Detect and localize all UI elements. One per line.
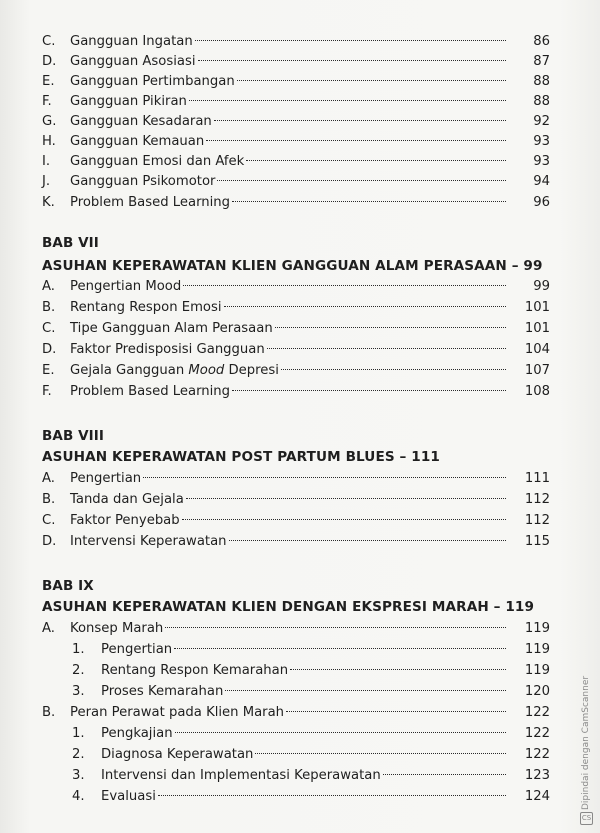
toc-entry — [0, 703, 600, 723]
page-number: 96 — [533, 195, 550, 210]
leader-dots — [225, 690, 506, 691]
entry-title: Intervensi Keperawatan — [70, 534, 227, 549]
entry-letter: C. — [42, 513, 56, 528]
entry-letter: H. — [42, 134, 56, 149]
entry-title: Gangguan Psikomotor — [70, 174, 216, 189]
page-number: 124 — [524, 789, 550, 804]
leader-dots — [198, 60, 506, 61]
entry-number: 3. — [72, 768, 85, 783]
page-number: 122 — [524, 747, 550, 762]
leader-dots — [267, 348, 506, 349]
toc-subentry — [0, 682, 600, 702]
leader-dots — [186, 498, 506, 499]
page-number: 119 — [524, 621, 550, 636]
page-number: 123 — [524, 768, 550, 783]
entry-title: Gangguan Ingatan — [70, 34, 193, 49]
page-number: 101 — [524, 321, 550, 336]
page-number: 87 — [533, 54, 550, 69]
entry-number: 1. — [72, 726, 85, 741]
toc-entry — [0, 112, 600, 132]
toc-entry — [0, 619, 600, 639]
entry-letter: A. — [42, 471, 55, 486]
entry-title: Pengertian — [70, 471, 142, 486]
toc-subentry — [0, 640, 600, 660]
entry-letter: D. — [42, 534, 57, 549]
entry-letter: J. — [42, 174, 51, 189]
entry-title: Gangguan Pikiran — [70, 94, 187, 109]
entry-title: Evaluasi — [101, 789, 156, 804]
toc-entry — [0, 193, 600, 213]
leader-dots — [174, 648, 506, 649]
leader-dots — [229, 540, 506, 541]
toc-entry — [0, 511, 600, 531]
leader-dots — [224, 306, 506, 307]
entry-letter: K. — [42, 195, 55, 210]
toc-entry — [0, 32, 600, 52]
leader-dots — [183, 285, 506, 286]
toc-entry — [0, 72, 600, 92]
entry-number: 2. — [72, 747, 85, 762]
toc-entry — [0, 298, 600, 318]
entry-title: Peran Perawat pada Klien Marah — [70, 705, 285, 720]
page-number: 122 — [524, 705, 550, 720]
page-number: 108 — [524, 384, 550, 399]
page-number: 112 — [524, 513, 550, 528]
entry-number: 4. — [72, 789, 85, 804]
leader-dots — [286, 711, 506, 712]
entry-title: Faktor Penyebab — [70, 513, 180, 528]
entry-title: Gangguan Asosiasi — [70, 54, 196, 69]
entry-letter: B. — [42, 300, 56, 315]
page-number: 93 — [533, 134, 550, 149]
entry-title: Diagnosa Keperawatan — [101, 747, 254, 762]
leader-dots — [281, 369, 506, 370]
toc-subentry — [0, 766, 600, 786]
leader-dots — [189, 100, 506, 101]
entry-title: Pengertian — [101, 642, 173, 657]
toc-entry — [0, 52, 600, 72]
page-number: 112 — [524, 492, 550, 507]
page-number: 94 — [533, 174, 550, 189]
page-number: 88 — [533, 74, 550, 89]
page-number: 111 — [524, 471, 550, 486]
entry-title-pre: Gejala Gangguan — [70, 363, 189, 378]
toc-entry — [0, 469, 600, 489]
entry-title: Pengkajian — [101, 726, 173, 741]
toc-subentry — [0, 661, 600, 681]
page-number: 115 — [524, 534, 550, 549]
entry-title: Proses Kemarahan — [101, 684, 224, 699]
toc-entry — [0, 361, 600, 381]
entry-letter: I. — [42, 154, 51, 169]
camscanner-logo-icon: CS — [580, 812, 593, 825]
toc-entry — [0, 277, 600, 297]
entry-letter: F. — [42, 94, 52, 109]
leader-dots — [255, 753, 506, 754]
entry-title: Gangguan Kesadaran — [70, 114, 212, 129]
leader-dots — [143, 477, 506, 478]
chapter-label: BAB VIII — [42, 428, 105, 444]
page-number: 92 — [533, 114, 550, 129]
toc-subentry — [0, 745, 600, 765]
entry-title: Gangguan Emosi dan Afek — [70, 154, 245, 169]
entry-title: Problem Based Learning — [70, 384, 231, 399]
leader-dots — [175, 732, 506, 733]
leader-dots — [182, 519, 506, 520]
entry-title: Faktor Predisposisi Gangguan — [70, 342, 265, 357]
page-number: 88 — [533, 94, 550, 109]
entry-letter: F. — [42, 384, 52, 399]
entry-letter: D. — [42, 342, 57, 357]
chapter-title: ASUHAN KEPERAWATAN KLIEN DENGAN EKSPRESI MARAH – 119 — [42, 599, 535, 615]
entry-title: Intervensi dan Implementasi Keperawatan — [101, 768, 381, 783]
entry-letter: G. — [42, 114, 57, 129]
toc-entry — [0, 382, 600, 402]
entry-letter: B. — [42, 492, 56, 507]
leader-dots — [275, 327, 506, 328]
page-number: 101 — [524, 300, 550, 315]
toc-entry — [0, 92, 600, 112]
entry-letter: E. — [42, 74, 55, 89]
page-number: 99 — [533, 279, 550, 294]
toc-subentry — [0, 724, 600, 744]
entry-letter: A. — [42, 279, 55, 294]
entry-title-post: Depresi — [224, 363, 279, 378]
page-number: 119 — [524, 642, 550, 657]
entry-title: Tipe Gangguan Alam Perasaan — [70, 321, 273, 336]
toc-entry — [0, 152, 600, 172]
toc-entry — [0, 490, 600, 510]
page-number: 107 — [524, 363, 550, 378]
leader-dots — [217, 180, 506, 181]
watermark-text: Dipindai dengan CamScanner — [581, 675, 591, 810]
entry-title — [70, 361, 281, 381]
toc-entry — [0, 532, 600, 552]
leader-dots — [158, 795, 506, 796]
toc-entry — [0, 319, 600, 339]
leader-dots — [232, 201, 506, 202]
page-number: 119 — [524, 663, 550, 678]
page-number: 120 — [524, 684, 550, 699]
entry-title: Rentang Respon Kemarahan — [101, 663, 289, 678]
entry-letter: B. — [42, 705, 56, 720]
leader-dots — [237, 80, 506, 81]
page-number: 93 — [533, 154, 550, 169]
chapter-label: BAB IX — [42, 578, 94, 594]
leader-dots — [214, 120, 506, 121]
page-number: 86 — [533, 34, 550, 49]
entry-title: Problem Based Learning — [70, 195, 231, 210]
toc-entry — [0, 132, 600, 152]
entry-letter: C. — [42, 34, 56, 49]
entry-letter: E. — [42, 363, 55, 378]
entry-number: 1. — [72, 642, 85, 657]
entry-letter: A. — [42, 621, 55, 636]
entry-number: 2. — [72, 663, 85, 678]
leader-dots — [165, 627, 506, 628]
leader-dots — [290, 669, 506, 670]
leader-dots — [232, 390, 506, 391]
chapter-title: ASUHAN KEPERAWATAN POST PARTUM BLUES – 111 — [42, 449, 440, 465]
leader-dots — [206, 140, 506, 141]
page-number: 122 — [524, 726, 550, 741]
entry-title: Pengertian Mood — [70, 279, 182, 294]
chapter-title: ASUHAN KEPERAWATAN KLIEN GANGGUAN ALAM PERASAAN – 99 — [42, 258, 543, 274]
entry-title: Gangguan Kemauan — [70, 134, 205, 149]
entry-title: Rentang Respon Emosi — [70, 300, 222, 315]
entry-number: 3. — [72, 684, 85, 699]
toc-subentry — [0, 787, 600, 807]
entry-title: Tanda dan Gejala — [70, 492, 184, 507]
entry-title: Konsep Marah — [70, 621, 164, 636]
entry-title: Gangguan Pertimbangan — [70, 74, 235, 89]
leader-dots — [195, 40, 506, 41]
entry-title-emphasis: Mood — [188, 363, 225, 378]
leader-dots — [246, 160, 506, 161]
page-number: 104 — [524, 342, 550, 357]
entry-letter: C. — [42, 321, 56, 336]
scanner-watermark — [577, 675, 595, 830]
chapter-label: BAB VII — [42, 235, 99, 251]
entry-letter: D. — [42, 54, 57, 69]
leader-dots — [383, 774, 506, 775]
toc-entry — [0, 172, 600, 192]
toc-entry — [0, 340, 600, 360]
